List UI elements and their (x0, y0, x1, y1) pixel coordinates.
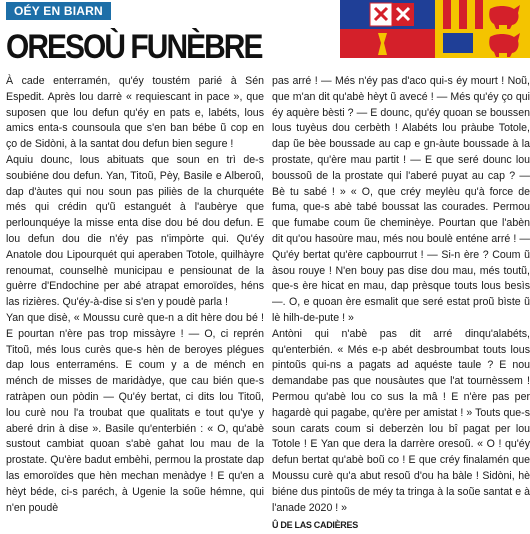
article-paragraph: Aquiu dounc, lous abituats que soun en trì de-s soubiéne dou defun. Yan, Titoũ, Pèy, Basile e Alberoũ, dap d'àutes qui nou soun pas piliès de la churquéte més qui crédin qu'ũ estanguét à l'aubèrye que perlounquéye la misse enta dise dou bé dou defun. E lou defun dou die n'éy pas n'impòrte qui. Qu'éy Anatole dou Lipourquét qui aperaben Totole, quilhàyre renoumat, counselhè municipau e pensiounat de la guèrre d'Endochine per abé atrapat emoroïdes, héns las rizières. Qu'éy-à-dise si s'en y poudè parla ! (6, 153, 264, 309)
section-kicker: OÉY EN BIARN (6, 2, 111, 20)
article-paragraph: pas arré ! — Més n'éy pas d'aco qui-s éy mourt ! Noũ, que m'an dit qu'abè hèyt ũ avecé ! — Més qu'éy ço qui éy aquère bèsti ? — E dounc, qu'éy quoan se boussen lous tuyèus dou cerbèth ! Alabéts lou pràube Totole, dap ũe bèe boussade au cap e gn-àute boussade à la prostate, qu'ère mau partit ! — E que seré dounc lou boussoũ de la prostate qui l'aberé puyat au cap ? — Bè tu sabé ! » « O, que créy meylèu qu'à force de fuma, que-s abè tabé boussat las courades. Permou que fumabe coum ũe cheminèye. Pourtan que l'abèn dit qu'ou hasoùre mau, més nou boulè enténe arré ! — Qu'éy bertat qu'ère capbourrut ! — Si-n ère ? Coum ũ àsou rouye ! N'en bouy pas dise dou mau, més toutũ, que-s ère hicat en mau, dap prèsque touts lous besìs —. O, e quoan ère esmalit que seré estat proũ bìste ũ lè hilh-de-pute ! » (272, 75, 530, 324)
article-column-left (6, 74, 264, 516)
pales-icon (443, 0, 483, 29)
article-paragraph: Yan que disè, « Moussu curè que-n a dit hère dou bé ! E pourtan n'ère pas trop missàyre ! — O, ci reprén Titoũ, més lous curès que-s hèn de beroyes plégues dap lous enterraméns. E coum y a de ménch en ménch de misses de maridàdye, que cau bién que-s ratràpen oun pòdin — Qu'éy bertat, ci dits lou Titoũ, lou curè nou l'a troubat que qualitats e tout qu'ye y aberé drin à dise ». Basile qu'enterbién : « O, qu'abè sustout cambiat quoan s'abè gahat lou mau de la prostate. Qu'ère badut embèhi, permou la prostate dap las emoroïdes que hèn mechan menàdye ! E qu'en a hèyt béde, ci-s paréch, à Ugenie la soũe hémne, qui n'en poudè (6, 311, 264, 514)
flag-quadrant-red (340, 29, 435, 58)
heraldic-arms-icon (370, 3, 414, 26)
article-paragraph: Antòni qui n'abè pas dit arré dinqu'alabéts, qu'enterbién. « Més e-p abét desbroumbat touts lous pintoũs qui-ns a pagats ad aquéste taule ? E nou demandabe pas que nousàutes que l'at tournèssem ! Permou qu'abè lou co sus la mâ ! E n'ère pas per hagardè qui pagabe, qu'ère per amistat ! » Touts que-s soun carats coum si deberzèn lou bî pagat per lou Totole ! E Yan que dera la darrère oresoũ. « O ! qu'éy defun bertat qu'abè boũ co ! E que créy finalamén que Moussu curè qu'a abut resoũ d'ou ha bàle ! Sidòni, hè biéne dus pintoũs de méy ta tringa à la soũe santat e à l'anade 2020 ! » (272, 327, 530, 514)
article-byline: Û DE LAS CADIÈRES (272, 520, 358, 531)
article-headline: ORESOÙ FUNÈBRE (6, 28, 262, 66)
article-paragraph: À cade enterramén, qu'éy toustém parié à Sén Espedit. Après lou darrè « requiescant in pace », que suposen que lou defun qu'éy en pats e, labéts, lous amics enta-s counsoula que s'en ban bébe ũ cop en ço de Sidòni, à la santat dou defun bien segure ! (6, 75, 264, 151)
bearn-bigorre-flag-icon (340, 0, 530, 58)
article-column-right (272, 74, 530, 534)
